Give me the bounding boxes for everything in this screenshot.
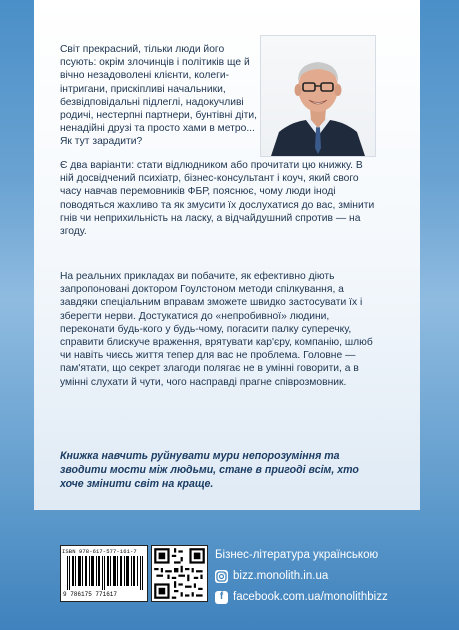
examples-paragraph: На реальних прикладах ви побачите, як ефективно діють запропоновані доктором Гоулстоном методи спілкування, а завдяки спеціальним вправам зможете швидко застосувати їх і зберегти нерви. Достукатися до «непробивної» людини, переконати будь-кого у будь-чому, погасити палку суперечку, справити блискуче враження, врятувати кар'єру, компанію, шлюб чи навіть чиєсь життя тепер для вас не проблема. Головне — пам'ятати, що секрет злагоди полягає не в умінні говорити, а в умінні слухати й чути, чого насправді прагне співрозмовник. bbox=[60, 271, 373, 388]
website-row[interactable] bbox=[215, 569, 328, 583]
barcode-bars-icon bbox=[67, 556, 143, 590]
author-photo bbox=[260, 35, 376, 157]
facebook-icon: f bbox=[215, 591, 228, 604]
author-portrait-icon bbox=[261, 36, 375, 156]
isbn-text: ISBN 978-617-577-161-7 bbox=[62, 548, 137, 555]
intro-paragraph: Світ прекрасний, тільки люди його псують: окрім злочинців і політиків ще й вічно незадоволені клієнти, колеги-інтригани, прискіпливі начальники, безвідповідальні підлеглі, надокучливі родичі, нестерпні партнери, бунтівні діти, ненадійні друзі та просто хами в метро... Як тут зарадити? bbox=[60, 44, 257, 148]
instagram-icon bbox=[215, 570, 228, 583]
facebook-row[interactable] bbox=[215, 590, 388, 604]
qr-code bbox=[151, 545, 208, 602]
isbn-barcode bbox=[60, 545, 148, 602]
qr-code-icon bbox=[152, 546, 207, 601]
facebook-link[interactable]: facebook.com.ua/monolithbizz bbox=[233, 591, 388, 603]
options-paragraph: Є два варіанти: стати відлюдником або прочитати цю книжку. В ній досвідчений психіатр, бізнес-консультант і коуч, який свого часу навчав перемовників ФБР, пояснює, чому люди іноді поводяться жахливо та як змусити їх дослухатися до вас, змінити гнів чи неприхильність на ласку, а відчайдушний спротив — на згоду. bbox=[60, 160, 375, 238]
series-title: Бізнес-література українською bbox=[215, 549, 379, 561]
barcode-digits: 9 786175 771617 bbox=[63, 591, 118, 598]
website-link[interactable]: bizz.monolith.in.ua bbox=[233, 570, 329, 582]
closing-paragraph: Книжка навчить руйнувати мури непорозуміння та зводити мости між людьми, стане в пригоді всім, хто хоче змінити світ на краще. bbox=[60, 450, 359, 490]
